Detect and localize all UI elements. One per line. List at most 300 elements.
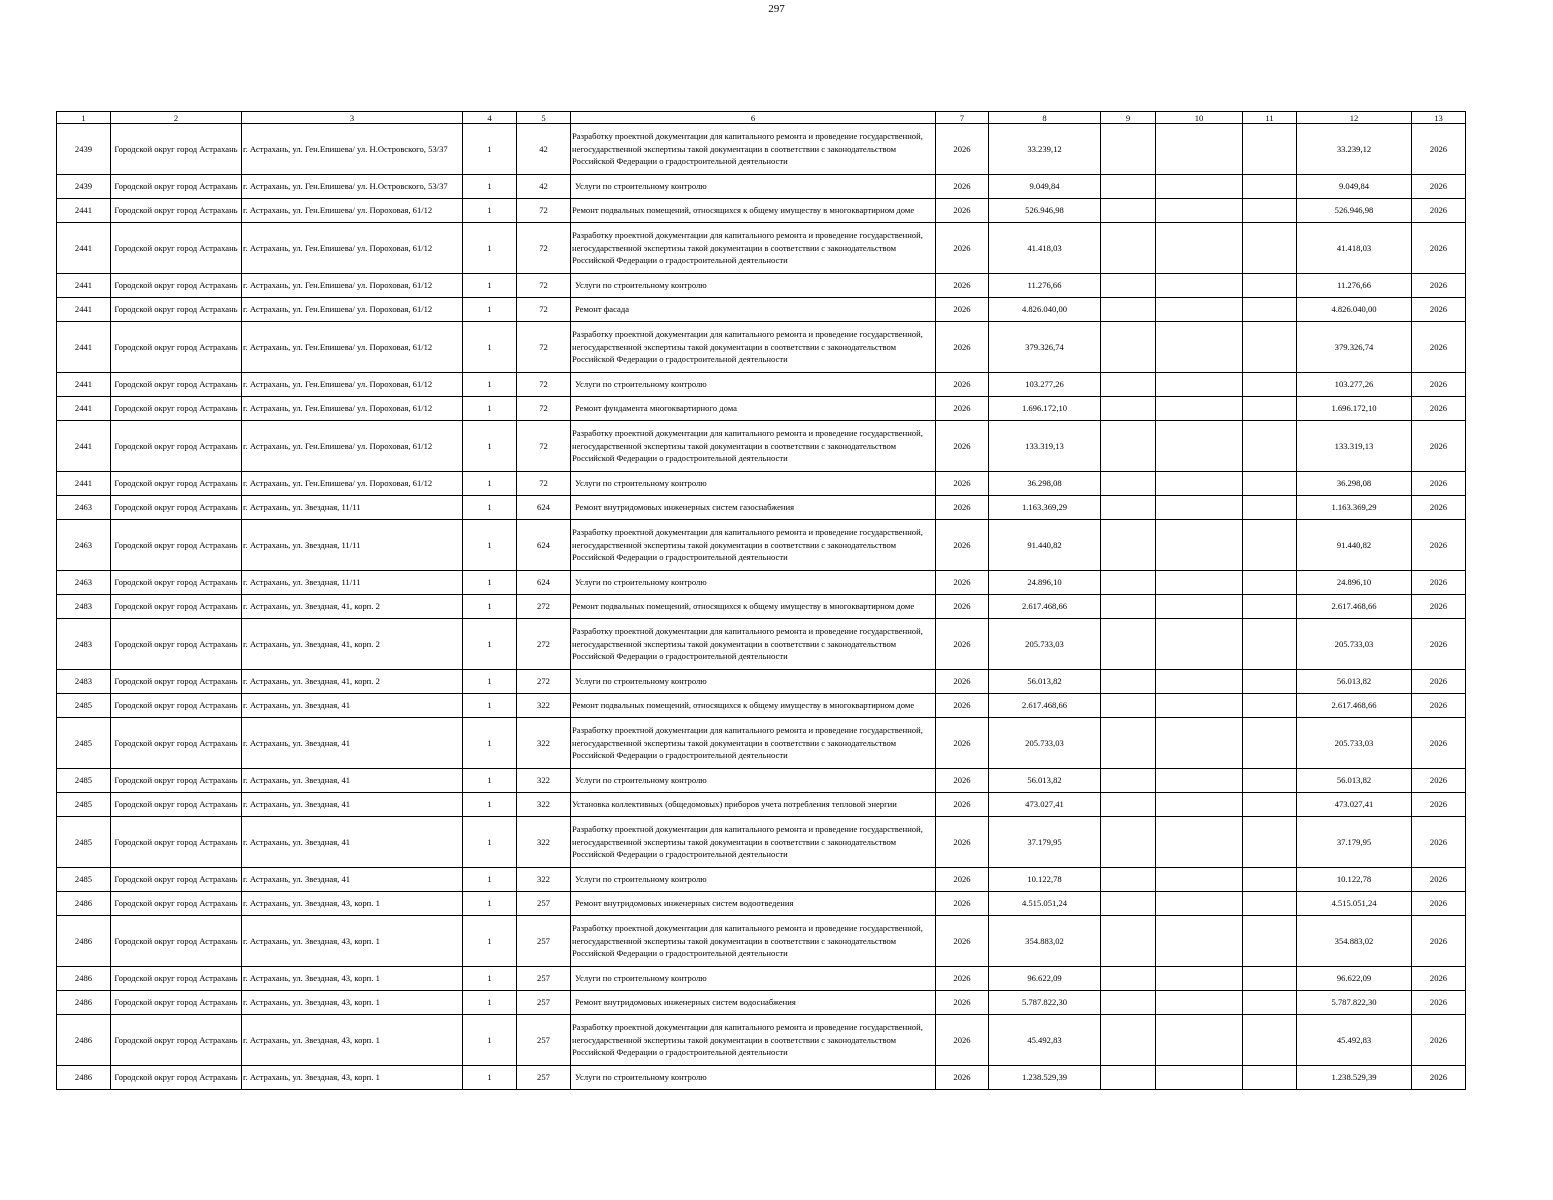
col9-cell <box>1101 520 1156 571</box>
record-number-cell: 2485 <box>57 793 111 817</box>
work-type-cell: Разработку проектной документации для капитального ремонта и проведение государственной, негосударственной экспертизы такой документации в соответствии с законодательством Российской Федерации о градостроительной деятельности <box>571 718 936 769</box>
year-cell: 2026 <box>936 595 989 619</box>
col10-cell <box>1156 472 1243 496</box>
completion-year-cell: 2026 <box>1412 916 1466 967</box>
building-number-cell: 322 <box>517 868 571 892</box>
record-number-cell: 2486 <box>57 991 111 1015</box>
record-number-cell: 2441 <box>57 199 111 223</box>
col11-cell <box>1243 892 1297 916</box>
municipality-cell: Городской округ город Астрахань <box>111 397 242 421</box>
col9-cell <box>1101 694 1156 718</box>
table-row <box>57 223 1466 274</box>
building-number-cell: 272 <box>517 619 571 670</box>
year-cell: 2026 <box>936 619 989 670</box>
completion-year-cell: 2026 <box>1412 1066 1466 1090</box>
municipality-cell: Городской округ город Астрахань <box>111 769 242 793</box>
count-cell: 1 <box>463 124 517 175</box>
municipality-cell: Городской округ город Астрахань <box>111 817 242 868</box>
table-row <box>57 868 1466 892</box>
table-row <box>57 916 1466 967</box>
building-number-cell: 257 <box>517 892 571 916</box>
col11-cell <box>1243 397 1297 421</box>
col9-cell <box>1101 397 1156 421</box>
year-cell: 2026 <box>936 967 989 991</box>
table-row <box>57 1066 1466 1090</box>
address-cell: г. Астрахань, ул. Звездная, 41, корп. 2 <box>242 670 463 694</box>
work-type-cell: Услуги по строительному контролю <box>571 571 936 595</box>
completion-year-cell: 2026 <box>1412 892 1466 916</box>
total-cost-cell: 473.027,41 <box>1297 793 1412 817</box>
count-cell: 1 <box>463 274 517 298</box>
year-cell: 2026 <box>936 298 989 322</box>
building-number-cell: 322 <box>517 817 571 868</box>
record-number-cell: 2485 <box>57 769 111 793</box>
year-cell: 2026 <box>936 373 989 397</box>
municipality-cell: Городской округ город Астрахань <box>111 793 242 817</box>
building-number-cell: 257 <box>517 967 571 991</box>
completion-year-cell: 2026 <box>1412 769 1466 793</box>
address-cell: г. Астрахань, ул. Звездная, 43, корп. 1 <box>242 1015 463 1066</box>
cost-cell: 9.049,84 <box>989 175 1101 199</box>
year-cell: 2026 <box>936 793 989 817</box>
address-cell: г. Астрахань, ул. Ген.Епишева/ ул. Пороховая, 61/12 <box>242 274 463 298</box>
count-cell: 1 <box>463 916 517 967</box>
col9-cell <box>1101 817 1156 868</box>
cost-cell: 103.277,26 <box>989 373 1101 397</box>
cost-cell: 379.326,74 <box>989 322 1101 373</box>
record-number-cell: 2483 <box>57 670 111 694</box>
municipality-cell: Городской округ город Астрахань <box>111 670 242 694</box>
completion-year-cell: 2026 <box>1412 397 1466 421</box>
completion-year-cell: 2026 <box>1412 124 1466 175</box>
year-cell: 2026 <box>936 322 989 373</box>
col11-cell <box>1243 571 1297 595</box>
col10-cell <box>1156 991 1243 1015</box>
count-cell: 1 <box>463 718 517 769</box>
count-cell: 1 <box>463 670 517 694</box>
municipality-cell: Городской округ город Астрахань <box>111 175 242 199</box>
count-cell: 1 <box>463 967 517 991</box>
municipality-cell: Городской округ город Астрахань <box>111 421 242 472</box>
completion-year-cell: 2026 <box>1412 496 1466 520</box>
table-row <box>57 274 1466 298</box>
address-cell: г. Астрахань, ул. Звездная, 41 <box>242 694 463 718</box>
work-type-cell: Услуги по строительному контролю <box>571 1066 936 1090</box>
total-cost-cell: 4.826.040,00 <box>1297 298 1412 322</box>
work-type-cell: Ремонт фасада <box>571 298 936 322</box>
year-cell: 2026 <box>936 868 989 892</box>
count-cell: 1 <box>463 868 517 892</box>
total-cost-cell: 1.163.369,29 <box>1297 496 1412 520</box>
address-cell: г. Астрахань, ул. Ген.Епишева/ ул. Н.Островского, 53/37 <box>242 124 463 175</box>
building-number-cell: 72 <box>517 421 571 472</box>
building-number-cell: 322 <box>517 793 571 817</box>
municipality-cell: Городской округ город Астрахань <box>111 967 242 991</box>
table-row <box>57 571 1466 595</box>
col9-cell <box>1101 124 1156 175</box>
col9-cell <box>1101 223 1156 274</box>
completion-year-cell: 2026 <box>1412 274 1466 298</box>
year-cell: 2026 <box>936 199 989 223</box>
col11-cell <box>1243 520 1297 571</box>
address-cell: г. Астрахань, ул. Звездная, 43, корп. 1 <box>242 991 463 1015</box>
address-cell: г. Астрахань, ул. Звездная, 41 <box>242 718 463 769</box>
work-type-cell: Разработку проектной документации для капитального ремонта и проведение государственной, негосударственной экспертизы такой документации в соответствии с законодательством Российской Федерации о градостроительной деятельности <box>571 421 936 472</box>
table-row <box>57 520 1466 571</box>
building-number-cell: 624 <box>517 496 571 520</box>
column-header: 11 <box>1243 112 1297 124</box>
year-cell: 2026 <box>936 421 989 472</box>
total-cost-cell: 205.733,03 <box>1297 718 1412 769</box>
municipality-cell: Городской округ город Астрахань <box>111 496 242 520</box>
table-row <box>57 496 1466 520</box>
record-number-cell: 2441 <box>57 373 111 397</box>
col10-cell <box>1156 1015 1243 1066</box>
address-cell: г. Астрахань, ул. Звездная, 11/11 <box>242 520 463 571</box>
total-cost-cell: 5.787.822,30 <box>1297 991 1412 1015</box>
column-header: 7 <box>936 112 989 124</box>
total-cost-cell: 354.883,02 <box>1297 916 1412 967</box>
work-type-cell: Ремонт внутридомовых инженерных систем водоснабжения <box>571 991 936 1015</box>
cost-cell: 2.617.468,66 <box>989 694 1101 718</box>
col11-cell <box>1243 199 1297 223</box>
completion-year-cell: 2026 <box>1412 595 1466 619</box>
work-type-cell: Разработку проектной документации для капитального ремонта и проведение государственной, негосударственной экспертизы такой документации в соответствии с законодательством Российской Федерации о градостроительной деятельности <box>571 520 936 571</box>
total-cost-cell: 1.696.172,10 <box>1297 397 1412 421</box>
address-cell: г. Астрахань, ул. Звездная, 41 <box>242 817 463 868</box>
col11-cell <box>1243 496 1297 520</box>
building-number-cell: 624 <box>517 571 571 595</box>
col11-cell <box>1243 916 1297 967</box>
col11-cell <box>1243 769 1297 793</box>
total-cost-cell: 205.733,03 <box>1297 619 1412 670</box>
cost-cell: 5.787.822,30 <box>989 991 1101 1015</box>
total-cost-cell: 24.896,10 <box>1297 571 1412 595</box>
col9-cell <box>1101 322 1156 373</box>
building-number-cell: 272 <box>517 670 571 694</box>
work-type-cell: Услуги по строительному контролю <box>571 769 936 793</box>
work-type-cell: Ремонт подвальных помещений, относящихся к общему имуществу в многоквартирном доме <box>571 694 936 718</box>
count-cell: 1 <box>463 619 517 670</box>
cost-cell: 1.238.529,39 <box>989 1066 1101 1090</box>
address-cell: г. Астрахань, ул. Звездная, 41, корп. 2 <box>242 595 463 619</box>
table-row <box>57 991 1466 1015</box>
year-cell: 2026 <box>936 223 989 274</box>
cost-cell: 205.733,03 <box>989 718 1101 769</box>
cost-cell: 133.319,13 <box>989 421 1101 472</box>
col10-cell <box>1156 916 1243 967</box>
table-row <box>57 670 1466 694</box>
work-type-cell: Ремонт внутридомовых инженерных систем водоотведения <box>571 892 936 916</box>
address-cell: г. Астрахань, ул. Ген.Епишева/ ул. Н.Островского, 53/37 <box>242 175 463 199</box>
page-number: 297 <box>768 3 785 15</box>
cost-cell: 56.013,82 <box>989 670 1101 694</box>
table-row <box>57 199 1466 223</box>
municipality-cell: Городской округ город Астрахань <box>111 571 242 595</box>
total-cost-cell: 56.013,82 <box>1297 769 1412 793</box>
completion-year-cell: 2026 <box>1412 199 1466 223</box>
record-number-cell: 2485 <box>57 868 111 892</box>
total-cost-cell: 133.319,13 <box>1297 421 1412 472</box>
table-row <box>57 718 1466 769</box>
col11-cell <box>1243 694 1297 718</box>
col9-cell <box>1101 571 1156 595</box>
total-cost-cell: 526.946,98 <box>1297 199 1412 223</box>
column-number-row <box>57 112 1466 124</box>
cost-cell: 2.617.468,66 <box>989 595 1101 619</box>
work-type-cell: Разработку проектной документации для капитального ремонта и проведение государственной, негосударственной экспертизы такой документации в соответствии с законодательством Российской Федерации о градостроительной деятельности <box>571 223 936 274</box>
address-cell: г. Астрахань, ул. Звездная, 11/11 <box>242 496 463 520</box>
count-cell: 1 <box>463 769 517 793</box>
col11-cell <box>1243 124 1297 175</box>
col10-cell <box>1156 175 1243 199</box>
cost-cell: 4.515.051,24 <box>989 892 1101 916</box>
table-row <box>57 373 1466 397</box>
total-cost-cell: 11.276,66 <box>1297 274 1412 298</box>
col10-cell <box>1156 769 1243 793</box>
cost-cell: 473.027,41 <box>989 793 1101 817</box>
count-cell: 1 <box>463 892 517 916</box>
record-number-cell: 2486 <box>57 1066 111 1090</box>
work-type-cell: Услуги по строительному контролю <box>571 373 936 397</box>
address-cell: г. Астрахань, ул. Ген.Епишева/ ул. Пороховая, 61/12 <box>242 421 463 472</box>
work-type-cell: Установка коллективных (общедомовых) приборов учета потребления тепловой энергии <box>571 793 936 817</box>
completion-year-cell: 2026 <box>1412 175 1466 199</box>
municipality-cell: Городской округ город Астрахань <box>111 199 242 223</box>
col9-cell <box>1101 421 1156 472</box>
address-cell: г. Астрахань, ул. Ген.Епишева/ ул. Пороховая, 61/12 <box>242 322 463 373</box>
address-cell: г. Астрахань, ул. Звездная, 11/11 <box>242 571 463 595</box>
completion-year-cell: 2026 <box>1412 1015 1466 1066</box>
address-cell: г. Астрахань, ул. Звездная, 43, корп. 1 <box>242 967 463 991</box>
col9-cell <box>1101 868 1156 892</box>
count-cell: 1 <box>463 1015 517 1066</box>
municipality-cell: Городской округ город Астрахань <box>111 991 242 1015</box>
column-header: 8 <box>989 112 1101 124</box>
cost-cell: 205.733,03 <box>989 619 1101 670</box>
record-number-cell: 2486 <box>57 916 111 967</box>
completion-year-cell: 2026 <box>1412 571 1466 595</box>
col9-cell <box>1101 472 1156 496</box>
municipality-cell: Городской округ город Астрахань <box>111 472 242 496</box>
column-header: 4 <box>463 112 517 124</box>
year-cell: 2026 <box>936 175 989 199</box>
column-header: 3 <box>242 112 463 124</box>
col9-cell <box>1101 199 1156 223</box>
column-header: 13 <box>1412 112 1466 124</box>
col11-cell <box>1243 967 1297 991</box>
record-number-cell: 2441 <box>57 298 111 322</box>
year-cell: 2026 <box>936 1066 989 1090</box>
year-cell: 2026 <box>936 817 989 868</box>
total-cost-cell: 2.617.468,66 <box>1297 694 1412 718</box>
total-cost-cell: 45.492,83 <box>1297 1015 1412 1066</box>
column-header: 2 <box>111 112 242 124</box>
column-header: 1 <box>57 112 111 124</box>
completion-year-cell: 2026 <box>1412 868 1466 892</box>
record-number-cell: 2439 <box>57 124 111 175</box>
cost-cell: 10.122,78 <box>989 868 1101 892</box>
record-number-cell: 2463 <box>57 496 111 520</box>
total-cost-cell: 1.238.529,39 <box>1297 1066 1412 1090</box>
count-cell: 1 <box>463 472 517 496</box>
table-row <box>57 793 1466 817</box>
col10-cell <box>1156 373 1243 397</box>
address-cell: г. Астрахань, ул. Ген.Епишева/ ул. Пороховая, 61/12 <box>242 373 463 397</box>
cost-cell: 4.826.040,00 <box>989 298 1101 322</box>
cost-cell: 24.896,10 <box>989 571 1101 595</box>
completion-year-cell: 2026 <box>1412 472 1466 496</box>
municipality-cell: Городской округ город Астрахань <box>111 595 242 619</box>
count-cell: 1 <box>463 496 517 520</box>
count-cell: 1 <box>463 322 517 373</box>
col10-cell <box>1156 967 1243 991</box>
record-number-cell: 2485 <box>57 817 111 868</box>
municipality-cell: Городской округ город Астрахань <box>111 223 242 274</box>
col11-cell <box>1243 472 1297 496</box>
building-number-cell: 322 <box>517 718 571 769</box>
capital-repair-table <box>56 111 1466 1090</box>
municipality-cell: Городской округ город Астрахань <box>111 868 242 892</box>
col10-cell <box>1156 274 1243 298</box>
address-cell: г. Астрахань, ул. Звездная, 43, корп. 1 <box>242 892 463 916</box>
building-number-cell: 257 <box>517 991 571 1015</box>
building-number-cell: 322 <box>517 769 571 793</box>
work-type-cell: Разработку проектной документации для капитального ремонта и проведение государственной, негосударственной экспертизы такой документации в соответствии с законодательством Российской Федерации о градостроительной деятельности <box>571 817 936 868</box>
cost-cell: 33.239,12 <box>989 124 1101 175</box>
col11-cell <box>1243 670 1297 694</box>
table-row <box>57 595 1466 619</box>
total-cost-cell: 103.277,26 <box>1297 373 1412 397</box>
work-type-cell: Разработку проектной документации для капитального ремонта и проведение государственной, негосударственной экспертизы такой документации в соответствии с законодательством Российской Федерации о градостроительной деятельности <box>571 124 936 175</box>
total-cost-cell: 91.440,82 <box>1297 520 1412 571</box>
address-cell: г. Астрахань, ул. Ген.Епишева/ ул. Пороховая, 61/12 <box>242 199 463 223</box>
table-row <box>57 694 1466 718</box>
work-type-cell: Ремонт фундамента многоквартирного дома <box>571 397 936 421</box>
building-number-cell: 72 <box>517 322 571 373</box>
col10-cell <box>1156 397 1243 421</box>
record-number-cell: 2463 <box>57 571 111 595</box>
col9-cell <box>1101 769 1156 793</box>
col10-cell <box>1156 595 1243 619</box>
address-cell: г. Астрахань, ул. Звездная, 41 <box>242 868 463 892</box>
col10-cell <box>1156 421 1243 472</box>
year-cell: 2026 <box>936 670 989 694</box>
col11-cell <box>1243 991 1297 1015</box>
work-type-cell: Ремонт подвальных помещений, относящихся к общему имуществу в многоквартирном доме <box>571 595 936 619</box>
completion-year-cell: 2026 <box>1412 619 1466 670</box>
cost-cell: 41.418,03 <box>989 223 1101 274</box>
building-number-cell: 72 <box>517 472 571 496</box>
col11-cell <box>1243 1015 1297 1066</box>
completion-year-cell: 2026 <box>1412 298 1466 322</box>
completion-year-cell: 2026 <box>1412 793 1466 817</box>
municipality-cell: Городской округ город Астрахань <box>111 694 242 718</box>
cost-cell: 91.440,82 <box>989 520 1101 571</box>
address-cell: г. Астрахань, ул. Ген.Епишева/ ул. Пороховая, 61/12 <box>242 298 463 322</box>
completion-year-cell: 2026 <box>1412 967 1466 991</box>
address-cell: г. Астрахань, ул. Звездная, 43, корп. 1 <box>242 916 463 967</box>
total-cost-cell: 2.617.468,66 <box>1297 595 1412 619</box>
count-cell: 1 <box>463 571 517 595</box>
year-cell: 2026 <box>936 694 989 718</box>
municipality-cell: Городской округ город Астрахань <box>111 520 242 571</box>
col11-cell <box>1243 595 1297 619</box>
count-cell: 1 <box>463 1066 517 1090</box>
col9-cell <box>1101 991 1156 1015</box>
cost-cell: 36.298,08 <box>989 472 1101 496</box>
count-cell: 1 <box>463 595 517 619</box>
table-row <box>57 892 1466 916</box>
count-cell: 1 <box>463 175 517 199</box>
column-header: 6 <box>571 112 936 124</box>
count-cell: 1 <box>463 817 517 868</box>
building-number-cell: 257 <box>517 1066 571 1090</box>
col11-cell <box>1243 718 1297 769</box>
record-number-cell: 2441 <box>57 397 111 421</box>
record-number-cell: 2441 <box>57 322 111 373</box>
year-cell: 2026 <box>936 472 989 496</box>
col11-cell <box>1243 793 1297 817</box>
col9-cell <box>1101 892 1156 916</box>
table-row <box>57 769 1466 793</box>
count-cell: 1 <box>463 397 517 421</box>
building-number-cell: 257 <box>517 1015 571 1066</box>
col9-cell <box>1101 1015 1156 1066</box>
building-number-cell: 42 <box>517 175 571 199</box>
col9-cell <box>1101 373 1156 397</box>
building-number-cell: 257 <box>517 916 571 967</box>
year-cell: 2026 <box>936 916 989 967</box>
record-number-cell: 2486 <box>57 1015 111 1066</box>
municipality-cell: Городской округ город Астрахань <box>111 916 242 967</box>
total-cost-cell: 33.239,12 <box>1297 124 1412 175</box>
building-number-cell: 624 <box>517 520 571 571</box>
record-number-cell: 2463 <box>57 520 111 571</box>
address-cell: г. Астрахань, ул. Звездная, 43, корп. 1 <box>242 1066 463 1090</box>
col11-cell <box>1243 1066 1297 1090</box>
col11-cell <box>1243 421 1297 472</box>
table-row <box>57 1015 1466 1066</box>
record-number-cell: 2439 <box>57 175 111 199</box>
table-row <box>57 472 1466 496</box>
municipality-cell: Городской округ город Астрахань <box>111 124 242 175</box>
municipality-cell: Городской округ город Астрахань <box>111 892 242 916</box>
col9-cell <box>1101 967 1156 991</box>
col10-cell <box>1156 322 1243 373</box>
col10-cell <box>1156 793 1243 817</box>
col10-cell <box>1156 619 1243 670</box>
col9-cell <box>1101 1066 1156 1090</box>
completion-year-cell: 2026 <box>1412 421 1466 472</box>
col10-cell <box>1156 868 1243 892</box>
municipality-cell: Городской округ город Астрахань <box>111 619 242 670</box>
address-cell: г. Астрахань, ул. Ген.Епишева/ ул. Пороховая, 61/12 <box>242 397 463 421</box>
count-cell: 1 <box>463 421 517 472</box>
work-type-cell: Услуги по строительному контролю <box>571 967 936 991</box>
work-type-cell: Разработку проектной документации для капитального ремонта и проведение государственной, негосударственной экспертизы такой документации в соответствии с законодательством Российской Федерации о градостроительной деятельности <box>571 1015 936 1066</box>
col10-cell <box>1156 223 1243 274</box>
record-number-cell: 2486 <box>57 967 111 991</box>
count-cell: 1 <box>463 793 517 817</box>
municipality-cell: Городской округ город Астрахань <box>111 718 242 769</box>
table-row <box>57 175 1466 199</box>
record-number-cell: 2483 <box>57 619 111 670</box>
count-cell: 1 <box>463 520 517 571</box>
total-cost-cell: 4.515.051,24 <box>1297 892 1412 916</box>
building-number-cell: 72 <box>517 199 571 223</box>
table-body <box>57 124 1466 1090</box>
